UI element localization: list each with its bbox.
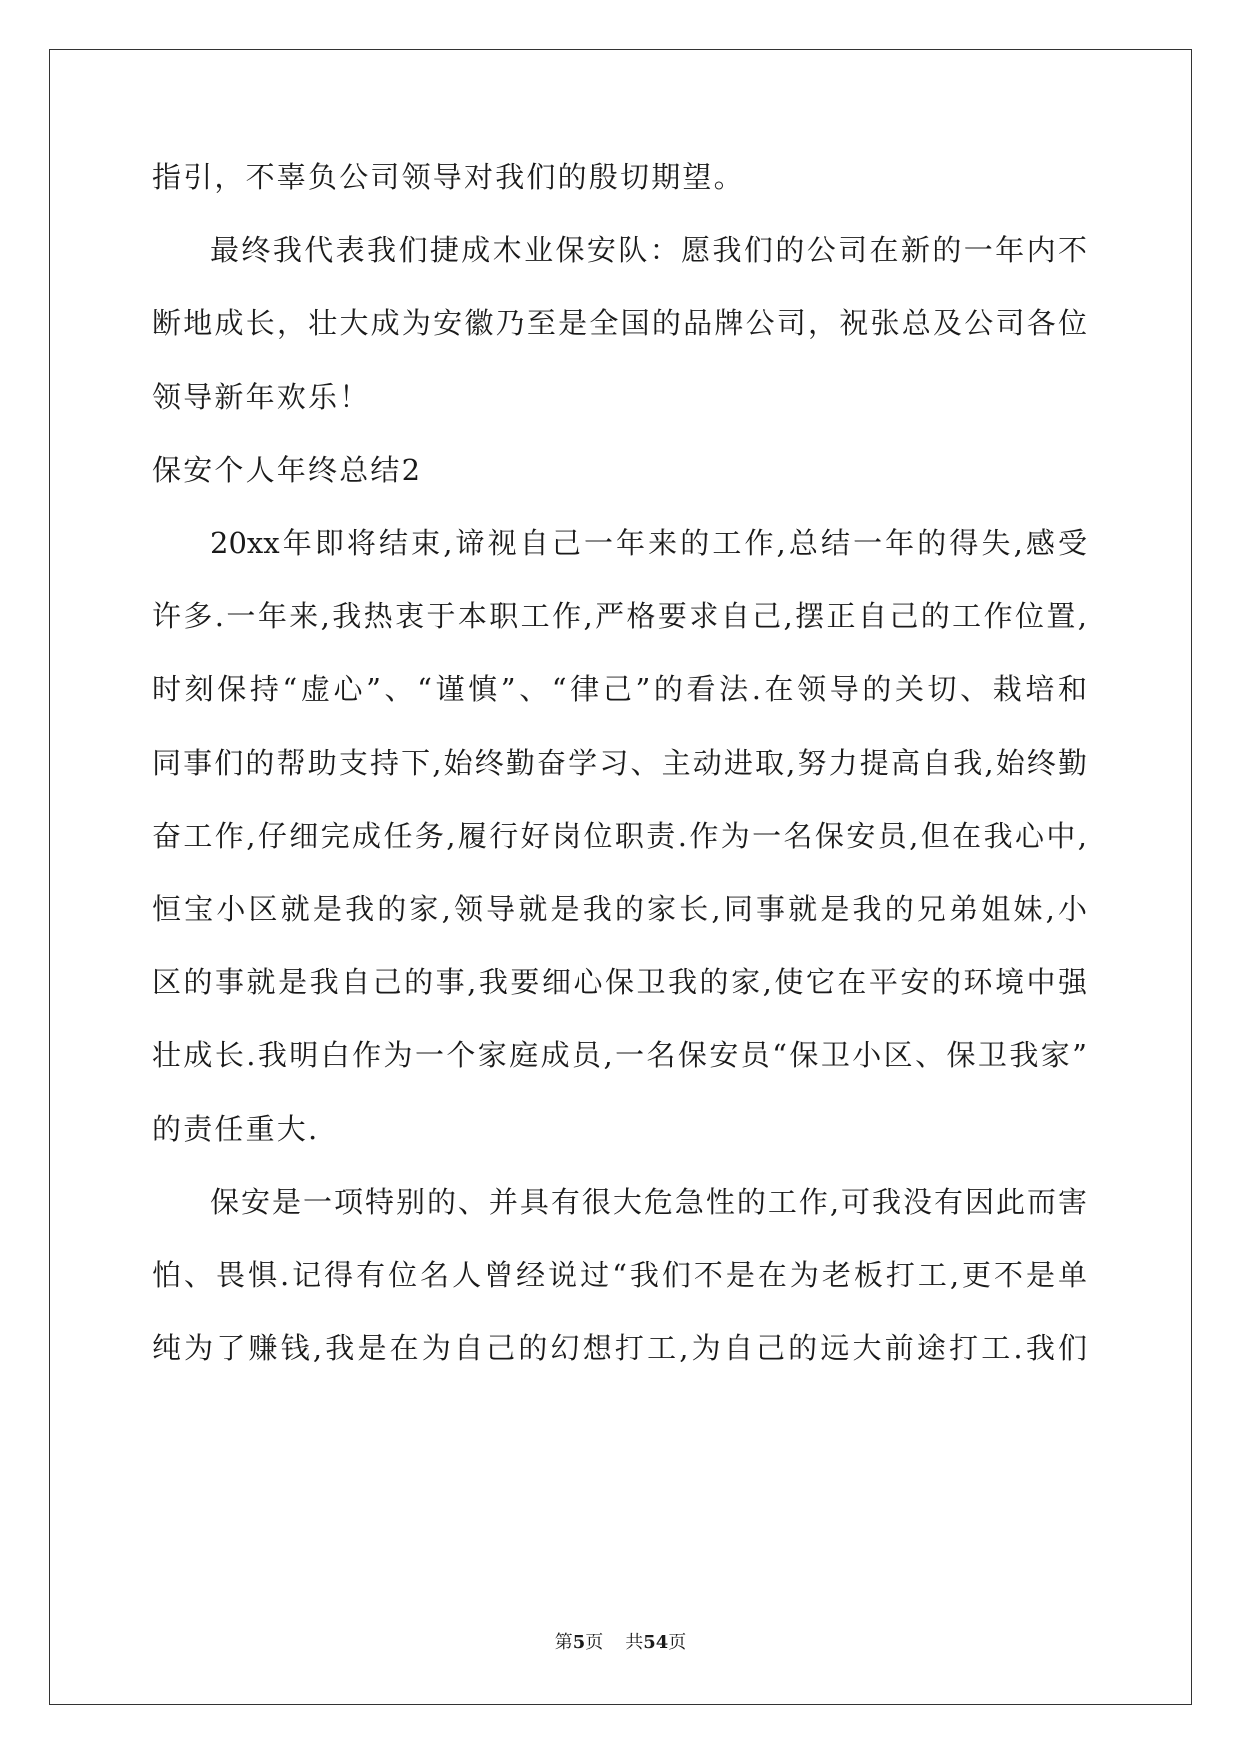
text-line-9: 同事们的帮助支持下,始终勤奋学习、主动进取,努力提高自我,始终勤 — [152, 745, 1087, 780]
text-line-13: 壮成长.我明白作为一个家庭成员,一名保安员“保卫小区、保卫我家” — [152, 1038, 1087, 1073]
text-line-6: 20xx年即将结束,谛视自己一年来的工作,总结一年的得失,感受 — [210, 526, 1087, 560]
text-line-3: 断地成长，壮大成为安徽乃至是全国的品牌公司，祝张总及公司各位 — [152, 306, 1087, 341]
text-line-12: 区的事就是我自己的事,我要细心保卫我的家,使它在平安的环境中强 — [152, 965, 1087, 1000]
total-suffix: 页 — [668, 1632, 687, 1653]
page-footer — [0, 1628, 1241, 1654]
text-line-10: 奋工作,仔细完成任务,履行好岗位职责.作为一名保安员,但在我心中, — [152, 818, 1087, 853]
text-line-1: 指引，不辜负公司领导对我们的殷切期望。 — [152, 160, 745, 194]
text-line-15: 保安是一项特别的、并具有很大危急性的工作,可我没有因此而害 — [210, 1184, 1087, 1219]
text-line-4: 领导新年欢乐！ — [152, 379, 371, 414]
page-total: 54 — [643, 1632, 669, 1653]
text-line-2: 最终我代表我们捷成木业保安队：愿我们的公司在新的一年内不 — [210, 233, 1087, 268]
text-line-14: 的责任重大. — [152, 1111, 320, 1146]
section-heading: 保安个人年终总结2 — [152, 452, 423, 487]
text-line-7: 许多.一年来,我热衷于本职工作,严格要求自己,摆正自己的工作位置, — [152, 599, 1087, 634]
text-line-11: 恒宝小区就是我的家,领导就是我的家长,同事就是我的兄弟姐妹,小 — [152, 892, 1087, 926]
page-suffix: 页 — [585, 1632, 604, 1653]
total-prefix: 共 — [625, 1632, 644, 1653]
page-prefix: 第 — [554, 1632, 573, 1653]
page-border — [49, 49, 1192, 1705]
page-current: 5 — [572, 1632, 586, 1653]
text-line-8: 时刻保持“虚心”、“谨慎”、“律己”的看法.在领导的关切、栽培和 — [152, 672, 1087, 707]
text-line-17: 纯为了赚钱,我是在为自己的幻想打工,为自己的远大前途打工.我们 — [152, 1331, 1087, 1366]
text-line-16: 怕、畏惧.记得有位名人曾经说过“我们不是在为老板打工,更不是单 — [152, 1258, 1087, 1292]
